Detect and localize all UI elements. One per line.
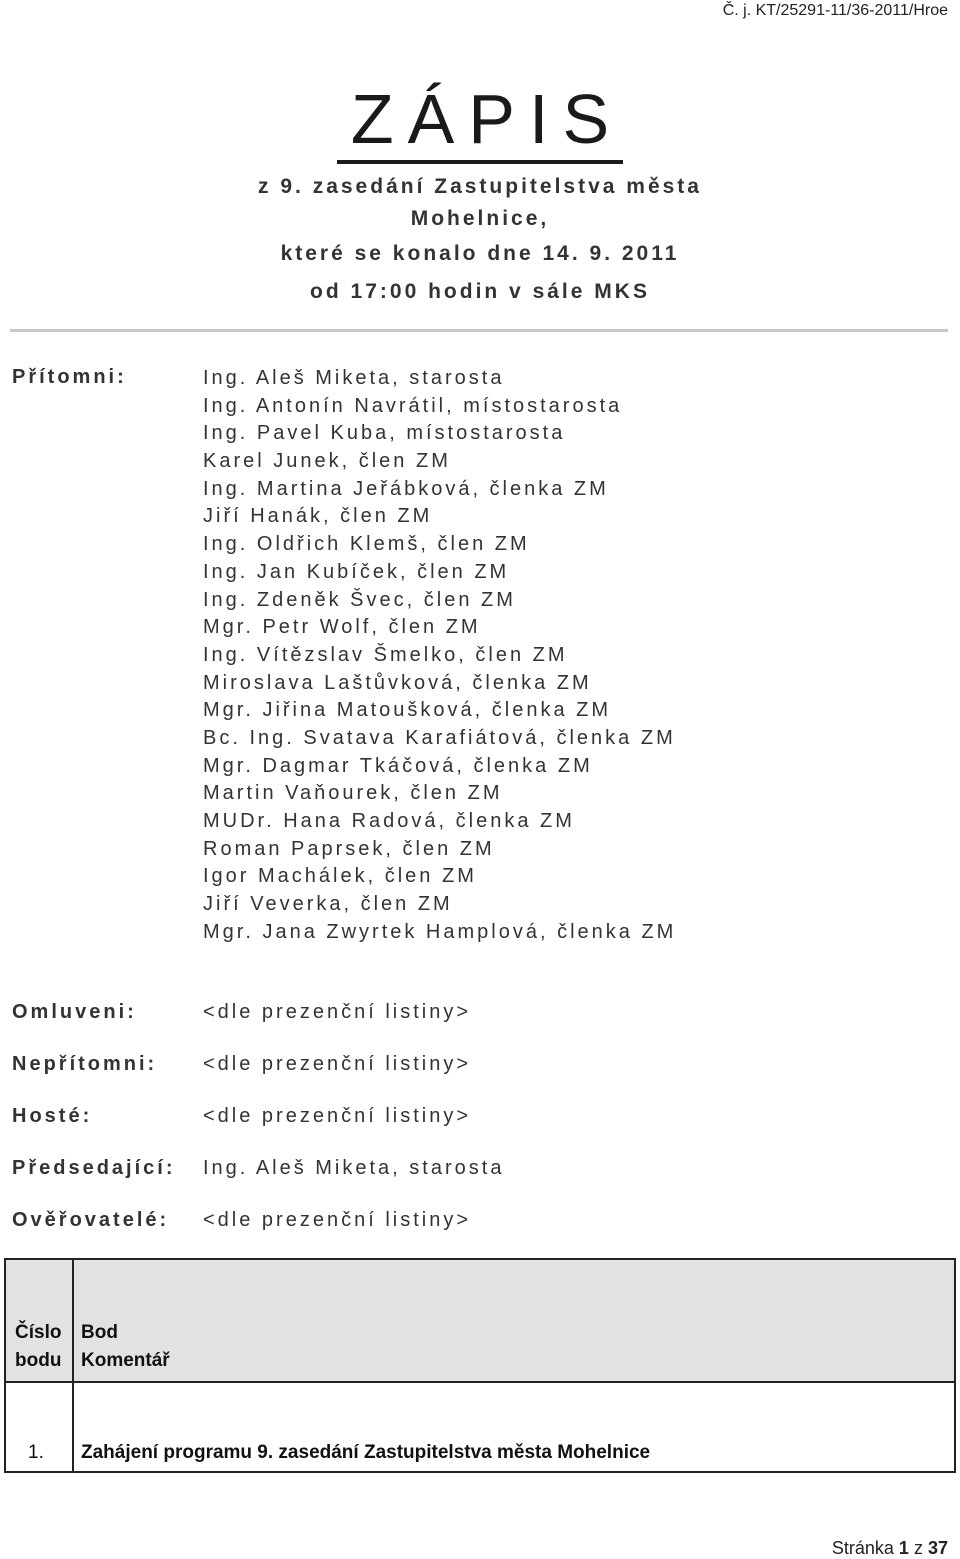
verifiers-value: <dle prezenční listiny> xyxy=(203,1209,472,1231)
header-item-line-2: Komentář xyxy=(81,1350,170,1371)
member-item: Karel Junek, člen ZM xyxy=(203,450,451,473)
absent-value: <dle prezenční listiny> xyxy=(203,1053,472,1075)
page-title: ZÁPIS xyxy=(337,80,623,164)
member-item: Ing. Jan Kubíček, člen ZM xyxy=(203,560,510,583)
footer-separator: z xyxy=(913,1538,923,1558)
page-title-block xyxy=(0,80,960,164)
member-item: Ing. Martina Jeřábková, členka ZM xyxy=(203,477,609,500)
subtitle-line-4: od 17:00 hodin v sále MKS xyxy=(310,280,650,303)
member-item: Mgr. Petr Wolf, člen ZM xyxy=(203,616,481,639)
member-item: Ing. Vítězslav Šmelko, člen ZM xyxy=(203,643,568,666)
guests-value: <dle prezenční listiny> xyxy=(203,1105,472,1127)
present-label: Přítomni: xyxy=(12,366,127,388)
member-item: Ing. Antonín Navrátil, místostarosta xyxy=(203,394,623,417)
header-number-line-2: bodu xyxy=(15,1350,62,1371)
document-reference-number: Č. j. KT/25291-11/36-2011/Hroe xyxy=(722,2,948,19)
agenda-row-title: Zahájení programu 9. zasedání Zastupitelstva města Mohelnice xyxy=(81,1442,651,1463)
member-item: Bc. Ing. Svatava Karafiátová, členka ZM xyxy=(203,726,676,749)
member-item: Ing. Oldřich Klemš, člen ZM xyxy=(203,533,530,556)
footer-prefix: Stránka xyxy=(831,1538,894,1558)
chairperson-label: Předsedající: xyxy=(12,1157,176,1179)
absent-label: Nepřítomni: xyxy=(12,1053,158,1075)
header-divider xyxy=(10,329,948,332)
verifiers-label: Ověřovatelé: xyxy=(12,1209,170,1231)
excused-value: <dle prezenční listiny> xyxy=(203,1001,472,1023)
agenda-table xyxy=(4,1258,956,1473)
member-item: Ing. Aleš Miketa, starosta xyxy=(203,367,505,389)
excused-label: Omluveni: xyxy=(12,1001,137,1023)
chairperson-value: Ing. Aleš Miketa, starosta xyxy=(203,1157,505,1179)
member-item: Ing. Zdeněk Švec, člen ZM xyxy=(203,588,516,611)
member-item: Miroslava Laštůvková, členka ZM xyxy=(203,671,592,694)
member-item: Mgr. Dagmar Tkáčová, členka ZM xyxy=(203,754,593,777)
member-item: Mgr. Jana Zwyrtek Hamplová, členka ZM xyxy=(203,920,677,943)
guests-label: Hosté: xyxy=(12,1105,93,1127)
subtitle-line-1: z 9. zasedání Zastupitelstva města xyxy=(258,175,702,198)
header-number-line-1: Číslo xyxy=(15,1322,62,1343)
footer-page-number: 1 xyxy=(898,1538,909,1558)
member-item: MUDr. Hana Radová, členka ZM xyxy=(203,810,575,832)
member-item: Mgr. Jiřina Matoušková, členka ZM xyxy=(203,699,611,722)
present-members-list xyxy=(203,365,676,946)
header-item-line-1: Bod xyxy=(81,1322,118,1343)
subtitle-line-2: Mohelnice, xyxy=(410,207,550,230)
subtitle-line-3: které se konalo dne 14. 9. 2011 xyxy=(280,242,680,265)
member-item: Martin Vaňourek, člen ZM xyxy=(203,782,503,805)
member-item: Roman Paprsek, člen ZM xyxy=(203,837,495,860)
page-footer xyxy=(832,1538,948,1559)
member-item: Ing. Pavel Kuba, místostarosta xyxy=(203,422,566,445)
footer-page-total: 37 xyxy=(927,1538,948,1558)
member-item: Igor Machálek, člen ZM xyxy=(203,865,477,888)
agenda-table-column-divider xyxy=(72,1260,74,1471)
member-item: Jiří Hanák, člen ZM xyxy=(203,505,433,528)
member-item: Jiří Veverka, člen ZM xyxy=(203,893,453,916)
agenda-row-number: 1. xyxy=(28,1442,44,1463)
